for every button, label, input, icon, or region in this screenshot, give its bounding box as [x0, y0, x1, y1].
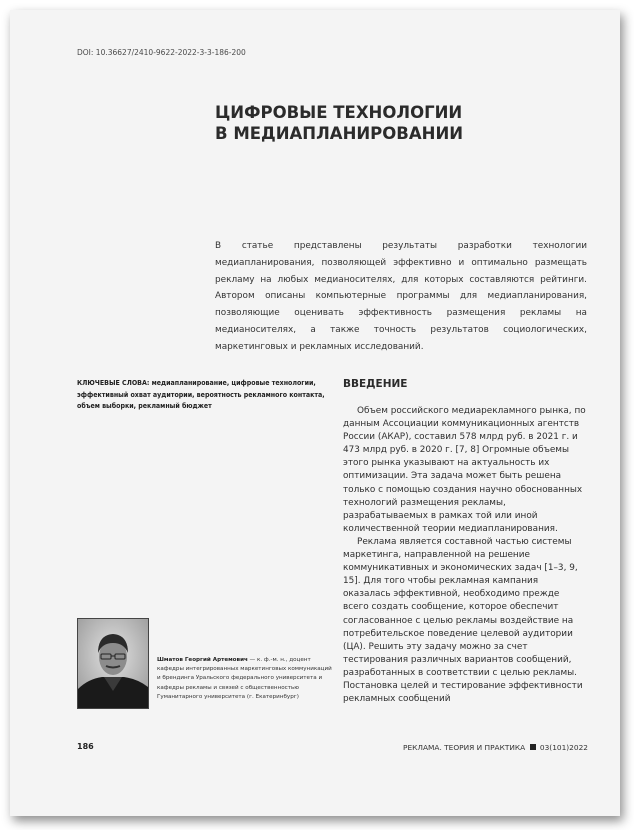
article-title	[215, 102, 463, 144]
section-heading: ВВЕДЕНИЕ	[343, 378, 408, 390]
doi-line: DOI: 10.36627/2410-9622-2022-3-3-186-200	[77, 48, 246, 57]
author-name: Шматов Георгий Артемович	[157, 657, 248, 663]
journal-footer	[403, 743, 588, 752]
square-bullet-icon	[530, 744, 536, 750]
title-line-2: В МЕДИАПЛАНИРОВАНИИ	[215, 124, 464, 143]
journal-issue: 03(101)2022	[539, 743, 588, 752]
abstract: В статье представлены результаты разработки технологии медиапланирования, позволяющей эффективно и оптимально размещать рекламу на любых медианосителях, для которых составляются рейтинги. Автором описаны компьютерные программы для медиапланирования, позволяющие оценивать эффективность размещения рекламы на медианосителях, а также точность результатов социологических, маркетинговых и рекламных исследований.	[215, 241, 587, 352]
body-text	[343, 405, 587, 706]
author-photo	[77, 618, 149, 709]
keywords: КЛЮЧЕВЫЕ СЛОВА: медиапланирование, цифровые технологии, эффективный охват аудитории, вероятность рекламного контакта, объем выборки, рекламный бюджет	[77, 379, 325, 410]
author-info	[157, 656, 337, 702]
author-portrait-icon	[78, 619, 148, 708]
title-line-1: ЦИФРОВЫЕ ТЕХНОЛОГИИ	[215, 103, 463, 122]
author-bio: — к. ф.-м. н., доцент кафедры интегрированных маркетинговых коммуникаций и брендинга Уральского федерального университета и кафедры рекламы и связей с общественностью Гуманитарного университета (г. Екатеринбург)	[157, 657, 332, 700]
page-number: 186	[77, 742, 94, 751]
journal-name: РЕКЛАМА. ТЕОРИЯ И ПРАКТИКА	[403, 743, 526, 752]
paragraph-1: Объем российского медиарекламного рынка, по данным Ассоциации коммуникационных агентств России (АКАР), составил 578 млрд руб. в 2021 г. и 473 млрд руб. в 2020 г. [7, 8] Огромные объемы этого рынка указывают на актуальность их оптимизации. Эта задача может быть решена только с помощью создания научно обоснованных технологий размещения рекламы, разрабатываемых в рамках той или иной количественной теории медиапланирования.	[343, 406, 586, 534]
paragraph-2: Реклама является составной частью системы маркетинга, направленной на решение коммуникативных и экономических задач [1–3, 9, 15]. Для того чтобы рекламная кампания оказалась эффективной, необходимо прежде всего создать сообщение, которое обеспечит согласованное с целью рекламы воздействие на потребительское поведение целевой аудитории (ЦА). Решить эту задачу можно за счет тестирования различных вариантов сообщений, разработанных в соответствии с целью рекламы. Постановка целей и тестирование эффективности рекламных сообщений	[343, 536, 583, 705]
journal-page	[10, 10, 620, 816]
